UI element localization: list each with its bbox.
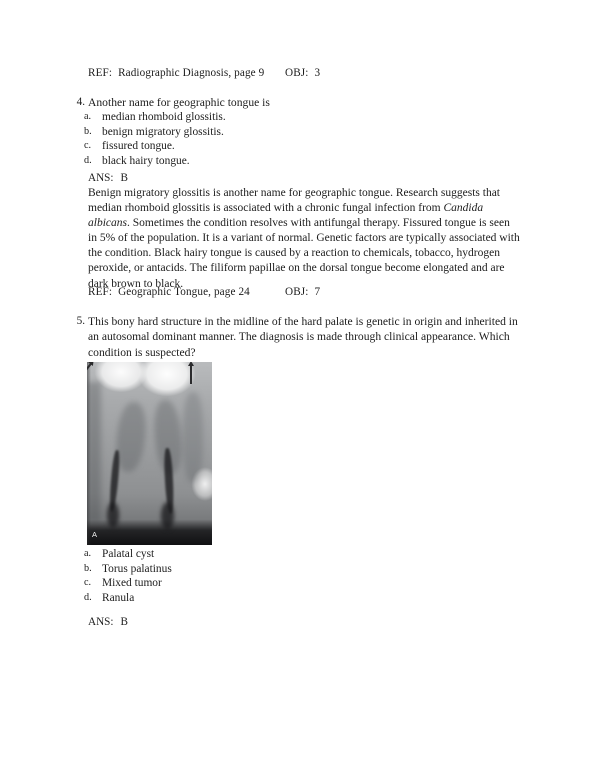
periapical-radiolucency-right <box>161 502 174 530</box>
question-4-number: 4. <box>76 96 85 108</box>
option-a-letter: a. <box>84 548 92 559</box>
obj-value: 3 <box>314 67 321 79</box>
option-a[interactable] <box>84 547 172 561</box>
option-c[interactable] <box>84 139 226 153</box>
question-5-options <box>84 547 172 606</box>
option-c-label: fissured tongue. <box>102 140 175 153</box>
option-b-label: Torus palatinus <box>102 562 172 575</box>
arrow-marker-right-icon <box>190 364 192 384</box>
option-d[interactable] <box>84 591 172 605</box>
option-a[interactable] <box>84 110 226 124</box>
ans-value: B <box>120 172 128 184</box>
question-5 <box>68 314 523 360</box>
option-d-letter: d. <box>84 155 92 167</box>
option-d[interactable] <box>84 154 226 168</box>
question-4 <box>68 95 523 110</box>
ans-label: ANS: <box>88 616 114 628</box>
periapical-radiolucency-left <box>107 502 119 528</box>
question-5-stem: This bony hard structure in the midline of the hard palate is genetic in origin and inherited in an autosomal dominant manner. The diagnosis is made through clinical appearance. Which condition is suspected? <box>88 315 518 359</box>
question-4-options <box>84 110 226 169</box>
question-4-answer <box>88 171 128 185</box>
rationale-text-part-1: Benign migratory glossitis is another name for geographic tongue. Research suggests that median rhomboid glossitis is associated with a chronic fungal infection from <box>88 187 500 215</box>
option-a-label: Palatal cyst <box>102 548 155 560</box>
question-4-rationale <box>88 186 520 292</box>
ref-value: Radiographic Diagnosis, page 9 <box>118 67 265 79</box>
option-c-letter: c. <box>84 140 92 152</box>
objective-group <box>285 66 320 80</box>
option-b-letter: b. <box>84 562 92 574</box>
ans-value: B <box>120 616 128 628</box>
obj-label-2: OBJ: <box>285 286 309 298</box>
option-c-letter: c. <box>84 577 92 589</box>
option-c-label: Mixed tumor <box>102 577 162 590</box>
question-4-stem: Another name for geographic tongue is <box>88 96 270 109</box>
option-d-letter: d. <box>84 592 92 604</box>
obj-label: OBJ: <box>285 67 309 79</box>
option-d-label: Ranula <box>102 592 135 605</box>
radiograph-shadow-right <box>183 392 203 482</box>
objective-group-2 <box>285 285 320 299</box>
obj-value-2: 7 <box>314 286 321 298</box>
option-c[interactable] <box>84 576 172 590</box>
ref-label: REF: <box>88 67 113 79</box>
option-b[interactable] <box>84 562 172 576</box>
question-5-number: 5. <box>76 315 85 327</box>
figure-corner-label: A <box>92 530 98 539</box>
reference-line-question-4 <box>88 285 321 299</box>
option-b[interactable] <box>84 125 226 139</box>
reference-line-top <box>88 66 321 80</box>
option-a-label: median rhomboid glossitis. <box>102 111 226 123</box>
option-d-label: black hairy tongue. <box>102 155 190 168</box>
ans-label: ANS: <box>88 172 114 184</box>
rationale-italic-term: Candida albicans <box>88 202 484 230</box>
periapical-radiograph-figure <box>87 362 212 545</box>
option-a-letter: a. <box>84 111 92 122</box>
question-5-answer <box>88 615 128 629</box>
option-b-label: benign migratory glossitis. <box>102 125 224 138</box>
ref-value-2: Geographic Tongue, page 24 <box>118 286 250 298</box>
ref-label-2: REF: <box>88 286 113 298</box>
rationale-text-part-2: . Sometimes the condition resolves with antifungal therapy. Fissured tongue is seen in 5% of the population. It is a variant of normal. Genetic factors are typically associated with the condition. Black hairy tongue is caused by a reaction to chemicals, tobacco, hydrogen peroxide, or antacids. The filiform papillae on the dorsal tongue become elongated and are dark brown to black. <box>88 217 520 290</box>
option-b-letter: b. <box>84 125 92 137</box>
film-edge <box>87 362 91 545</box>
